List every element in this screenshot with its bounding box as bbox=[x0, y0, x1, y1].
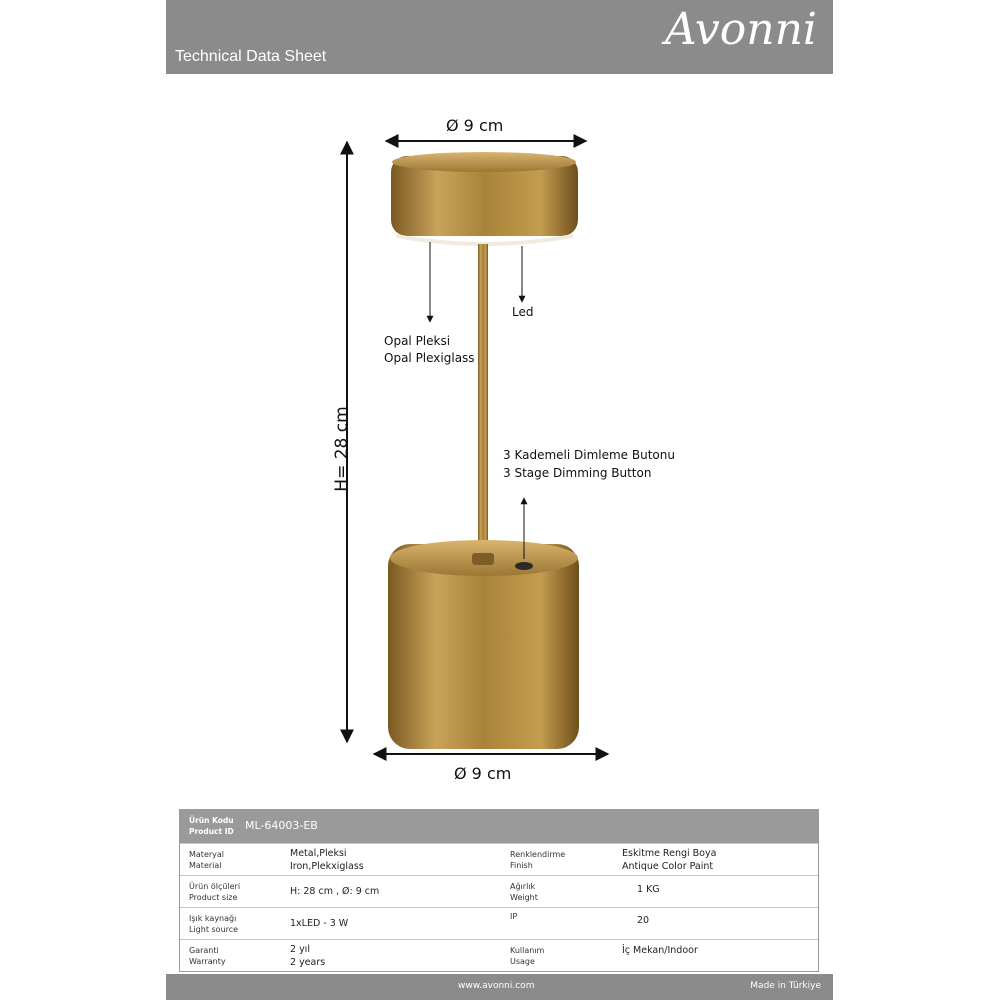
data-sheet bbox=[166, 0, 833, 1000]
material-label bbox=[189, 849, 224, 871]
table-row bbox=[180, 907, 818, 939]
table-row bbox=[180, 939, 818, 971]
usage-value: İç Mekan/Indoor bbox=[622, 945, 698, 956]
weight-label-en: Weight bbox=[510, 893, 538, 902]
warranty-value bbox=[290, 943, 325, 969]
usage-label-tr: Kullanım bbox=[510, 946, 545, 955]
finish-label-en: Finish bbox=[510, 861, 533, 870]
material-value-en: Iron,Plekxiglass bbox=[290, 861, 364, 872]
warranty-label-en: Warranty bbox=[189, 957, 226, 966]
weight-label bbox=[510, 881, 538, 903]
light-source-label-en: Light source bbox=[189, 925, 239, 934]
weight-label-tr: Ağırlık bbox=[510, 882, 536, 891]
page-title: Technical Data Sheet bbox=[175, 48, 327, 65]
bottom-diameter-label: Ø 9 cm bbox=[454, 764, 512, 783]
spec-table bbox=[179, 809, 819, 972]
table-row bbox=[180, 843, 818, 875]
product-id-label-tr: Ürün Kodu bbox=[189, 816, 234, 825]
ip-value: 20 bbox=[637, 915, 650, 926]
led-label: Led bbox=[512, 305, 534, 319]
footer-bar bbox=[166, 974, 833, 1000]
height-label: H= 28 cm bbox=[332, 406, 352, 492]
table-row bbox=[180, 875, 818, 907]
product-id-row bbox=[180, 810, 818, 843]
opal-label-en: Opal Plexiglass bbox=[384, 351, 475, 365]
warranty-value-tr: 2 yıl bbox=[290, 944, 310, 955]
material-value-tr: Metal,Pleksi bbox=[290, 848, 347, 859]
product-id-label-en: Product ID bbox=[189, 827, 234, 836]
product-id-value: ML-64003-EB bbox=[245, 819, 318, 832]
product-drawing bbox=[166, 74, 833, 794]
light-source-label bbox=[189, 913, 238, 935]
lamp-head bbox=[391, 152, 578, 246]
header-bar bbox=[166, 0, 833, 74]
product-id-label bbox=[189, 815, 234, 837]
finish-value bbox=[622, 847, 716, 873]
dimming-label-en: 3 Stage Dimming Button bbox=[503, 466, 652, 480]
material-value bbox=[290, 847, 364, 873]
finish-value-en: Antique Color Paint bbox=[622, 861, 714, 872]
finish-label bbox=[510, 849, 565, 871]
finish-value-tr: Eskitme Rengi Boya bbox=[622, 848, 717, 859]
material-label-tr: Materyal bbox=[189, 850, 225, 859]
warranty-label-tr: Garanti bbox=[189, 946, 219, 955]
usage-label-en: Usage bbox=[510, 957, 535, 966]
opal-label-tr: Opal Pleksi bbox=[384, 334, 451, 348]
material-label-en: Material bbox=[189, 861, 222, 870]
light-source-value: 1xLED - 3 W bbox=[290, 918, 349, 929]
size-label-tr: Ürün ölçüleri bbox=[189, 882, 241, 891]
usage-label bbox=[510, 945, 544, 967]
size-label bbox=[189, 881, 240, 903]
made-in-label: Made in Türkiye bbox=[750, 981, 821, 991]
top-diameter-label: Ø 9 cm bbox=[446, 116, 504, 135]
weight-value: 1 KG bbox=[637, 884, 660, 895]
lamp-base bbox=[388, 540, 579, 749]
brand-logo: Avonni bbox=[664, 4, 817, 55]
light-source-label-tr: Işık kaynağı bbox=[189, 914, 237, 923]
size-label-en: Product size bbox=[189, 893, 238, 902]
ip-label: IP bbox=[510, 912, 518, 921]
lamp-stem bbox=[478, 244, 488, 562]
dimming-label-tr: 3 Kademeli Dimleme Butonu bbox=[503, 448, 675, 462]
finish-label-tr: Renklendirme bbox=[510, 850, 566, 859]
warranty-value-en: 2 years bbox=[290, 957, 326, 968]
lamp-illustration bbox=[166, 74, 833, 794]
warranty-label bbox=[189, 945, 226, 967]
size-value: H: 28 cm , Ø: 9 cm bbox=[290, 886, 380, 897]
website-link[interactable]: www.avonni.com bbox=[458, 981, 535, 991]
